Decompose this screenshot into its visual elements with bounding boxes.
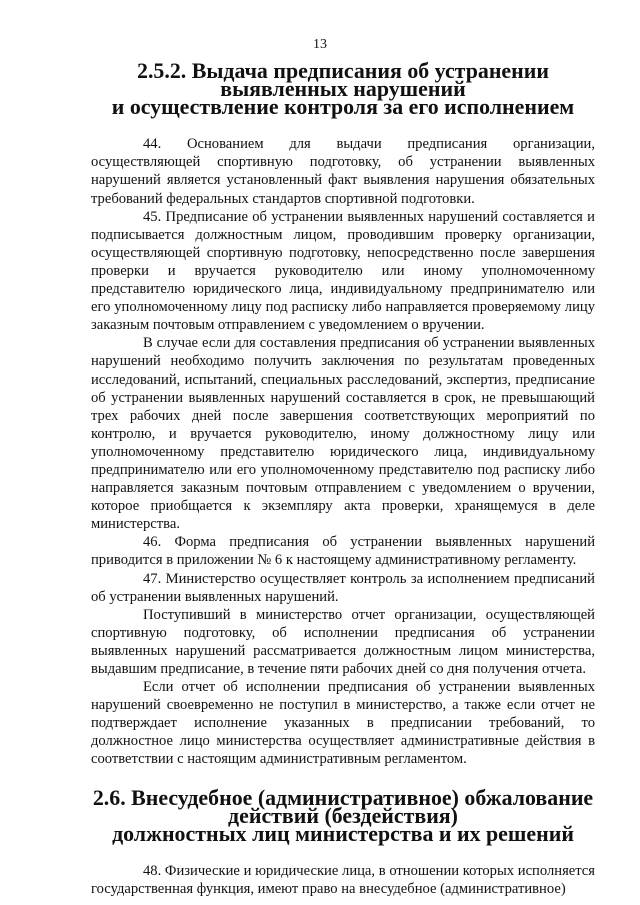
paragraph-47: 47. Министерство осуществляет контроль за исполнением предписаний об устранении выявленных нарушений. (91, 570, 595, 605)
paragraph-48: 48. Физические и юридические лица, в отношении которых исполняется государственная функция, имеют право на внесудебное (административное) (91, 862, 595, 897)
heading-line: 2.6. Внесудебное (административное) обжалование действий (бездействия) (92, 784, 594, 828)
paragraph-47-noncompliance: Если отчет об исполнении предписания об устранении выявленных нарушений своевременно не поступил в министерство, а также если отчет не подтверждает исполнение указанных в предписании требований, то должностное лицо министерства осуществляет административные действия в соответствии с настоящим административным регламентом. (91, 679, 595, 768)
section-heading-2-6 (83, 784, 603, 846)
heading-line: 2.5.2. Выдача предписания об устранении выявленных нарушений (137, 58, 549, 102)
page-number: 13 (313, 37, 327, 52)
heading-line: и осуществление контроля за его исполнением (111, 94, 575, 120)
paragraph-47-report: Поступивший в министерство отчет организации, осуществляющей спортивную подготовку, об исполнении предписания об устранении выявленных нарушений рассматривается должностным лицом министерства, выдавшим предписание, в течение пяти рабочих дней со дня получения отчета. (91, 606, 595, 677)
paragraph-45-continued: В случае если для составления предписания об устранении выявленных нарушений необходимо получить заключения по результатам проведенных исследований, испытаний, специальных расследований, экспертиз, предписание об устранении выявленных нарушений составляется в срок, не превышающий трех рабочих дней после завершения соответствующих мероприятий по контролю, и вручается руководителю, иному должностному лицу или уполномоченному представителю юридического лица, индивидуальному предпринимателю или его уполномоченному представителю под расписку либо направляется заказным почтовым отправлением с уведомлением о вручении, которое приобщается к экземпляру акта проверки, хранящемуся в деле министерства. (91, 335, 595, 533)
heading-line: должностных лиц министерства и их решений (112, 820, 574, 846)
section-heading-2-5-2 (91, 58, 595, 120)
paragraph-45: 45. Предписание об устранении выявленных нарушений составляется и подписывается должностным лицом, проводившим проверку организации, осуществляющей спортивную подготовку, непосредственно после завершения проверки и вручается руководителю или иному уполномоченному представителю юридического лица, индивидуальному предпринимателю или его уполномоченному лицу под расписку либо направляется проверяемому лицу заказным почтовым отправлением с уведомлением о вручении. (91, 208, 595, 334)
document-body (91, 58, 595, 898)
paragraph-46: 46. Форма предписания об устранении выявленных нарушений приводится в приложении № 6 к настоящему административному регламенту. (91, 534, 595, 569)
paragraph-44: 44. Основанием для выдачи предписания организации, осуществляющей спортивную подготовку, об устранении выявленных нарушений является установленный факт выявления нарушения обязательных требований федеральных стандартов спортивной подготовки. (91, 136, 595, 207)
